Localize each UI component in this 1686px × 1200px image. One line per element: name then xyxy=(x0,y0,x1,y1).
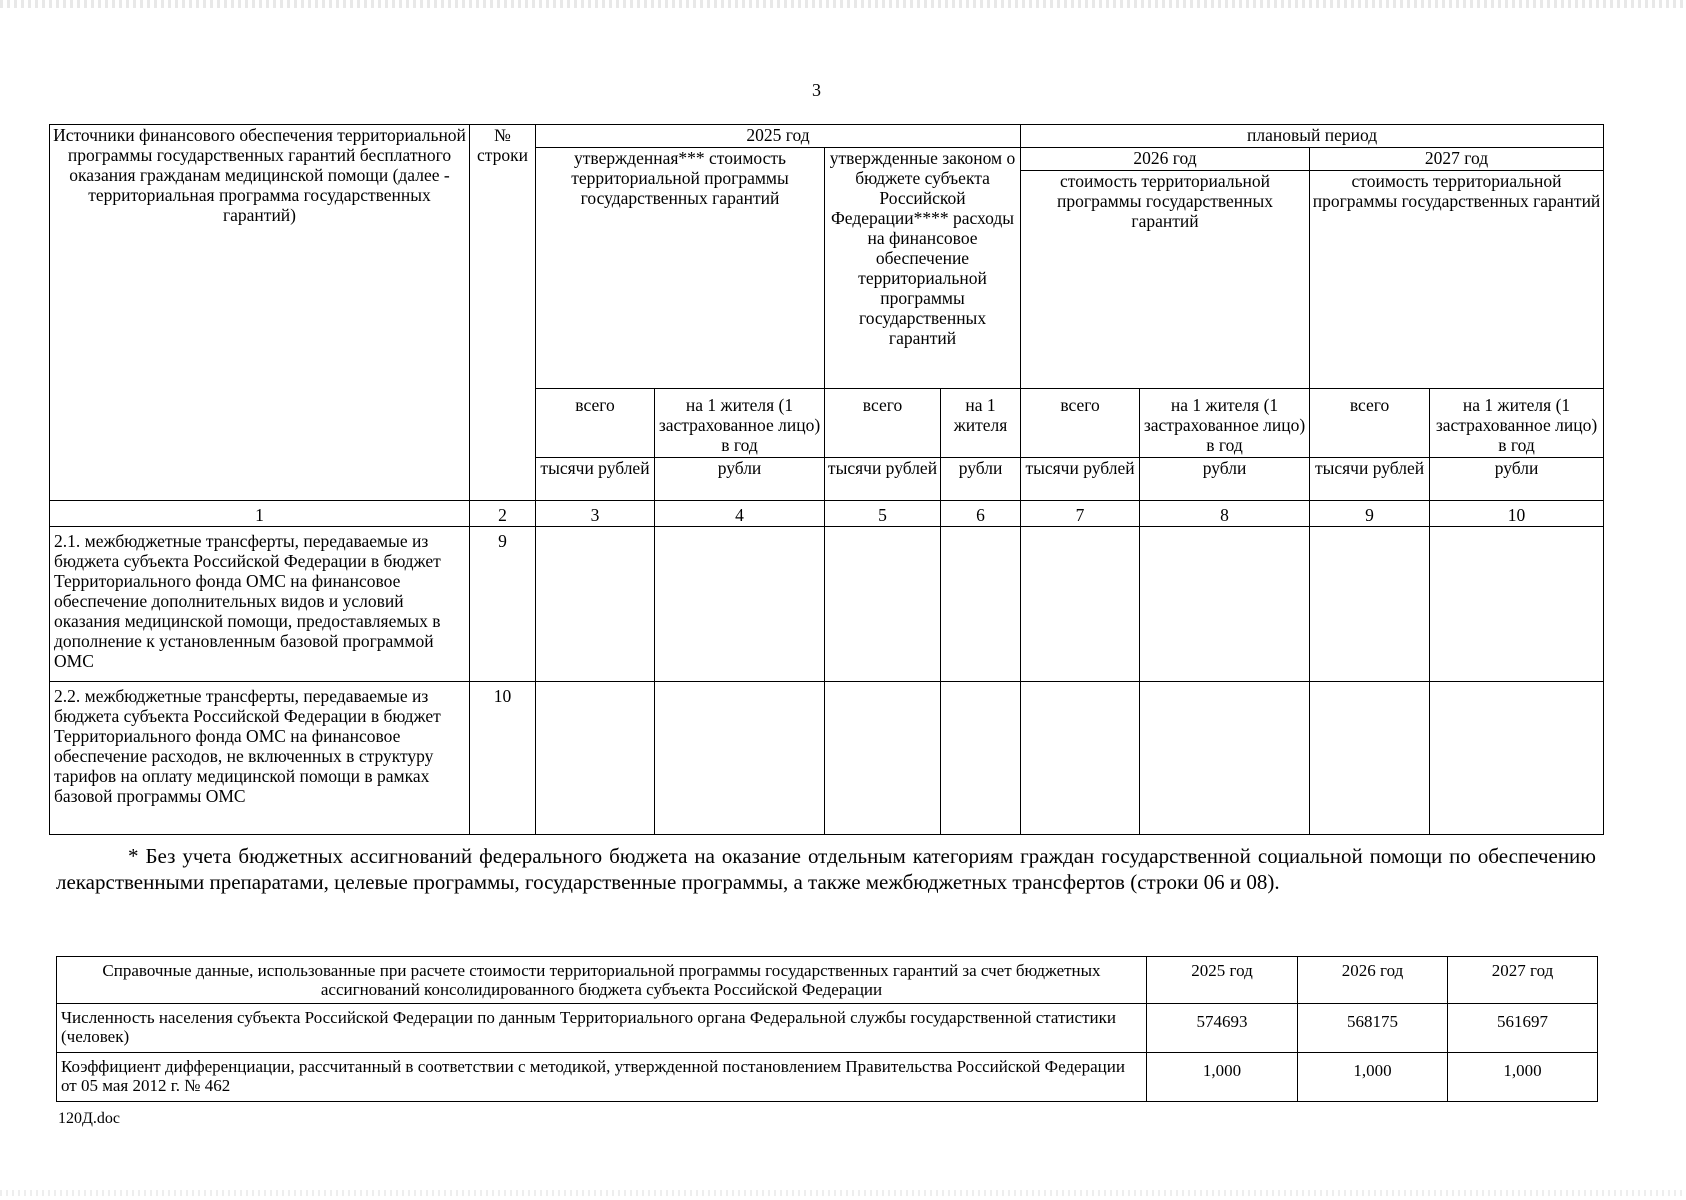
unit-rub-c4: рубли xyxy=(655,458,825,501)
empty-cell xyxy=(536,527,655,682)
reference-row-label: Численность населения субъекта Российской Федерации по данным Территориального органа Федеральной службы государственной статистики (человек) xyxy=(57,1004,1147,1053)
table-row xyxy=(50,682,1604,835)
header-planned-period: плановый период xyxy=(1021,125,1604,148)
empty-cell xyxy=(655,682,825,835)
reference-header-2026: 2026 год xyxy=(1298,957,1448,1004)
reference-value-2025: 1,000 xyxy=(1147,1053,1298,1102)
reference-header-2027: 2027 год xyxy=(1448,957,1598,1004)
header-year-2027: 2027 год xyxy=(1310,148,1604,171)
empty-cell xyxy=(941,527,1021,682)
column-number: 8 xyxy=(1140,501,1310,527)
reference-value-2025: 574693 xyxy=(1147,1004,1298,1053)
header-total-c7: всего xyxy=(1021,389,1140,458)
unit-thousand-rub-c3: тысячи рублей xyxy=(536,458,655,501)
header-per-resident-insured-c10: на 1 жителя (1 застрахованное лицо) в год xyxy=(1430,389,1604,458)
reference-row-label: Коэффициент дифференциации, рассчитанный в соответствии с методикой, утвержденной постановлением Правительства Российской Федерации от 05 мая 2012 г. № 462 xyxy=(57,1053,1147,1102)
reference-data-table xyxy=(56,956,1598,1102)
column-number: 3 xyxy=(536,501,655,527)
reference-value-2027: 1,000 xyxy=(1448,1053,1598,1102)
table-row xyxy=(50,527,1604,682)
header-cost-2026: стоимость территориальной программы государственных гарантий xyxy=(1021,171,1310,389)
unit-rub-c10: рубли xyxy=(1430,458,1604,501)
empty-cell xyxy=(1310,527,1430,682)
row-number: 10 xyxy=(470,682,536,835)
empty-cell xyxy=(655,527,825,682)
column-number: 9 xyxy=(1310,501,1430,527)
page-number: 3 xyxy=(812,80,821,100)
empty-cell xyxy=(1430,682,1604,835)
header-per-resident-insured-c4: на 1 жителя (1 застрахованное лицо) в год xyxy=(655,389,825,458)
column-number: 10 xyxy=(1430,501,1604,527)
document-filename: 120Д.doc xyxy=(58,1110,121,1127)
reference-value-2026: 568175 xyxy=(1298,1004,1448,1053)
table-row xyxy=(57,1004,1598,1053)
unit-thousand-rub-c7: тысячи рублей xyxy=(1021,458,1140,501)
footnote: * Без учета бюджетных ассигнований федерального бюджета на оказание отдельным категориям граждан государственной социальной помощи по обеспечению лекарственными препаратами, целевые программы, государственные программы, а также межбюджетных трансфертов (строки 06 и 08). xyxy=(56,844,1596,894)
empty-cell xyxy=(825,527,941,682)
unit-rub-c8: рубли xyxy=(1140,458,1310,501)
header-total-c9: всего xyxy=(1310,389,1430,458)
empty-cell xyxy=(1430,527,1604,682)
column-number-row xyxy=(50,501,1604,527)
row-number: 9 xyxy=(470,527,536,682)
empty-cell xyxy=(825,682,941,835)
column-number: 1 xyxy=(50,501,470,527)
unit-thousand-rub-c9: тысячи рублей xyxy=(1310,458,1430,501)
empty-cell xyxy=(1021,527,1140,682)
header-total-c3: всего xyxy=(536,389,655,458)
scan-edge-top xyxy=(0,0,1686,8)
column-number: 7 xyxy=(1021,501,1140,527)
empty-cell xyxy=(536,682,655,835)
empty-cell xyxy=(941,682,1021,835)
header-total-c5: всего xyxy=(825,389,941,458)
header-per-resident-insured-c8: на 1 жителя (1 застрахованное лицо) в год xyxy=(1140,389,1310,458)
header-approved-cost: утвержденная*** стоимость территориальной программы государственных гарантий xyxy=(536,148,825,389)
column-number: 5 xyxy=(825,501,941,527)
header-per-resident-c6: на 1 жителя xyxy=(941,389,1021,458)
header-row-number: № строки xyxy=(470,125,536,501)
empty-cell xyxy=(1140,527,1310,682)
header-approved-law: утвержденные законом о бюджете субъекта Российской Федерации**** расходы на финансовое обеспечение территориальной программы государственных гарантий xyxy=(825,148,1021,389)
row-name: 2.1. межбюджетные трансферты, передаваемые из бюджета субъекта Российской Федерации в бюджет Территориального фонда ОМС на финансовое обеспечение дополнительных видов и условий оказания медицинской помощи, предоставляемых в дополнение к установленным базовой программой ОМС xyxy=(50,527,470,682)
header-cost-2027: стоимость территориальной программы государственных гарантий xyxy=(1310,171,1604,389)
row-name: 2.2. межбюджетные трансферты, передаваемые из бюджета субъекта Российской Федерации в бюджет Территориального фонда ОМС на финансовое обеспечение расходов, не включенных в структуру тарифов на оплату медицинской помощи в рамках базовой программы ОМС xyxy=(50,682,470,835)
column-number: 4 xyxy=(655,501,825,527)
unit-thousand-rub-c5: тысячи рублей xyxy=(825,458,941,501)
reference-value-2026: 1,000 xyxy=(1298,1053,1448,1102)
reference-header-label: Справочные данные, использованные при расчете стоимости территориальной программы государственных гарантий за счет бюджетных ассигнований консолидированного бюджета субъекта Российской Федерации xyxy=(57,957,1147,1004)
header-sources: Источники финансового обеспечения территориальной программы государственных гарантий бесплатного оказания гражданам медицинской помощи (далее - территориальная программа государственных гарантий) xyxy=(50,125,470,501)
header-year-2025: 2025 год xyxy=(536,125,1021,148)
column-number: 2 xyxy=(470,501,536,527)
empty-cell xyxy=(1310,682,1430,835)
unit-rub-c6: рубли xyxy=(941,458,1021,501)
reference-value-2027: 561697 xyxy=(1448,1004,1598,1053)
header-year-2026: 2026 год xyxy=(1021,148,1310,171)
empty-cell xyxy=(1140,682,1310,835)
reference-header-2025: 2025 год xyxy=(1147,957,1298,1004)
scan-edge-bottom xyxy=(0,1190,1686,1196)
empty-cell xyxy=(1021,682,1140,835)
financing-sources-table xyxy=(49,124,1604,835)
table-row xyxy=(57,1053,1598,1102)
column-number: 6 xyxy=(941,501,1021,527)
